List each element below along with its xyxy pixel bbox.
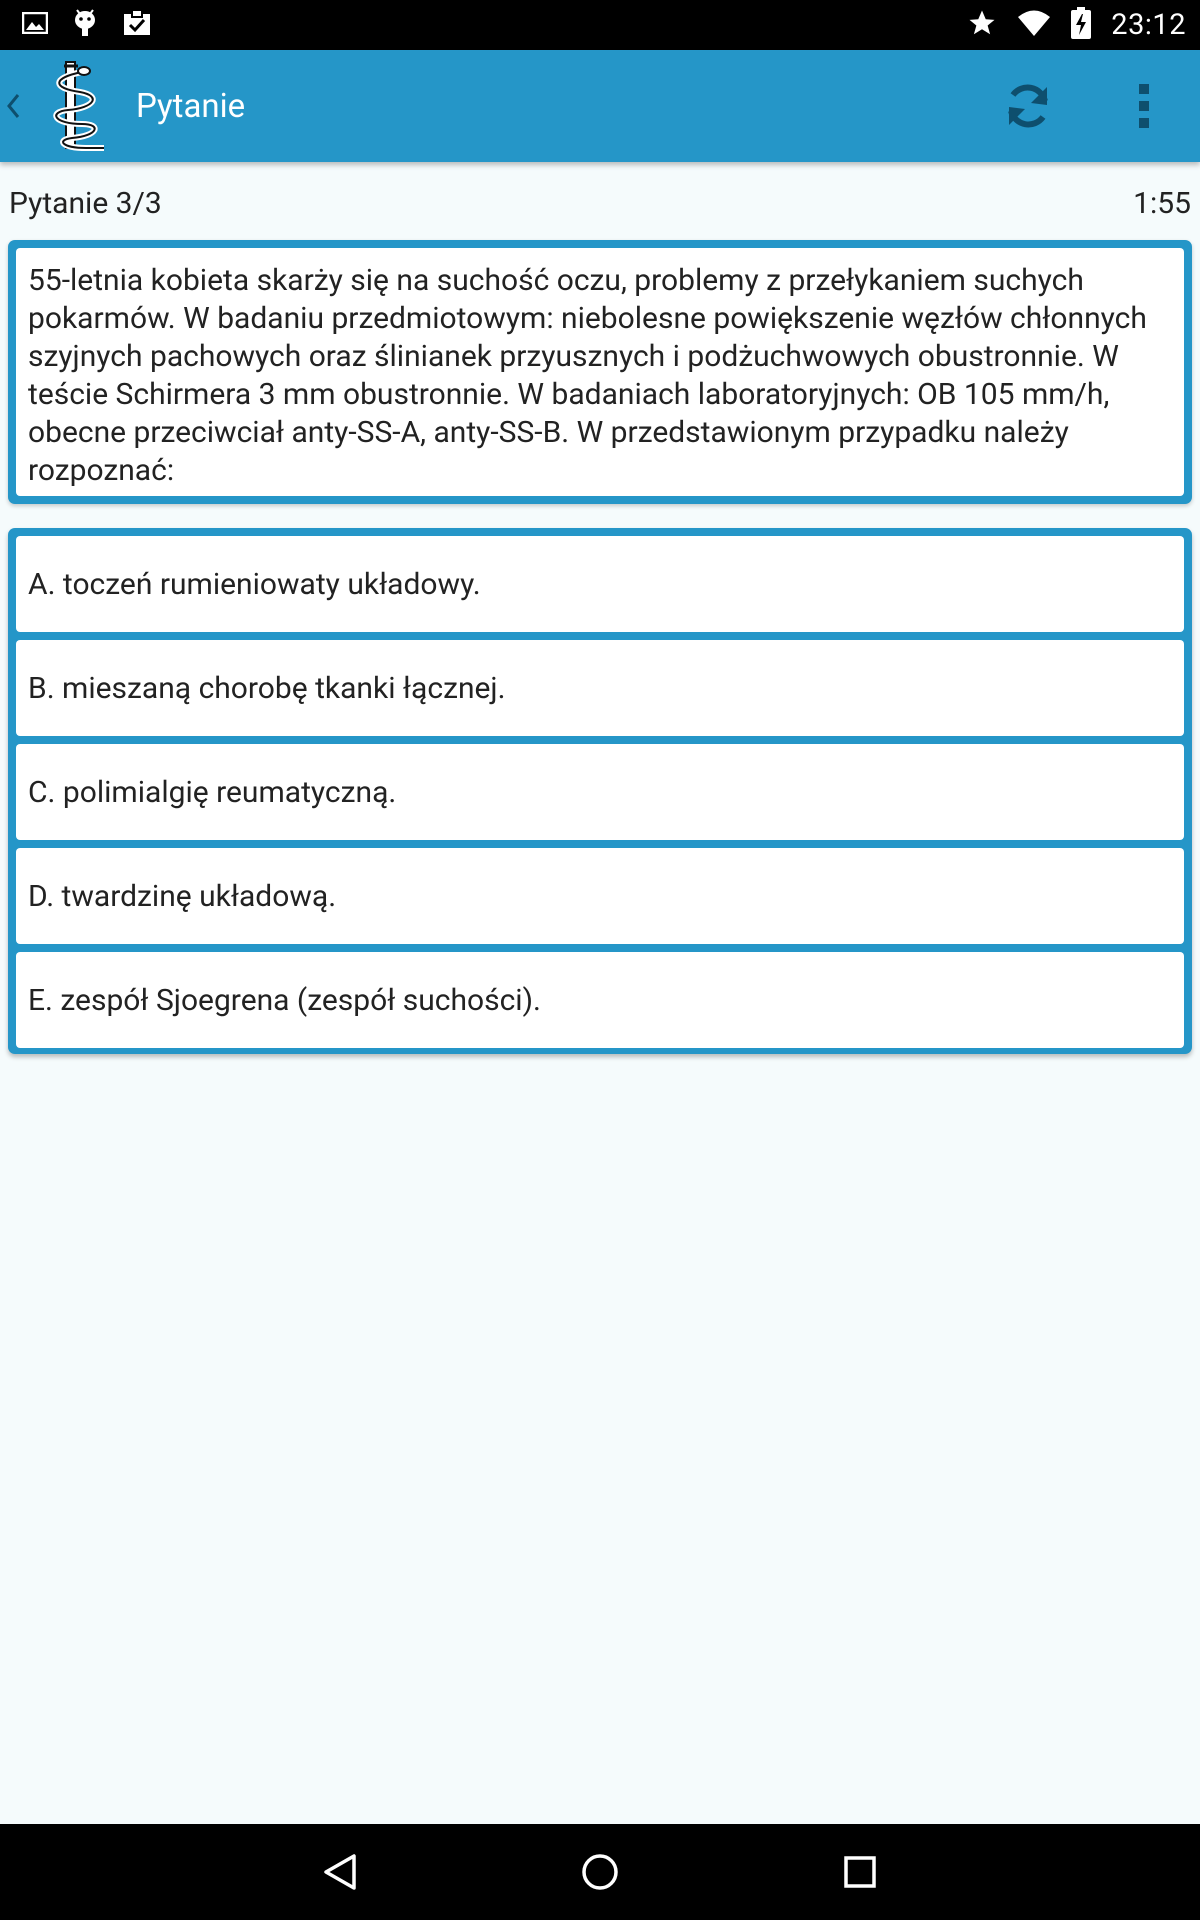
back-triangle-icon[interactable] xyxy=(280,1824,400,1920)
back-chevron-icon[interactable] xyxy=(6,86,28,126)
clipboard-check-icon xyxy=(122,9,152,41)
gallery-icon xyxy=(22,12,48,38)
app-actions xyxy=(990,68,1200,144)
answer-option-a[interactable]: A. toczeń rumieniowaty układowy. xyxy=(16,536,1184,632)
battery-charging-icon xyxy=(1071,7,1091,43)
home-circle-icon[interactable] xyxy=(540,1824,660,1920)
answer-option-d[interactable]: D. twardzinę układową. xyxy=(16,848,1184,944)
answers-card xyxy=(8,528,1192,1054)
answer-option-c[interactable]: C. polimialgię reumatyczną. xyxy=(16,744,1184,840)
star-icon xyxy=(967,8,997,42)
aesculapius-logo[interactable] xyxy=(42,58,112,154)
wifi-icon xyxy=(1017,9,1051,41)
android-icon xyxy=(72,8,98,42)
question-card xyxy=(8,240,1192,504)
answer-option-b[interactable]: B. mieszaną chorobę tkanki łącznej. xyxy=(16,640,1184,736)
quiz-meta-row xyxy=(0,178,1200,228)
app-bar xyxy=(0,50,1200,162)
refresh-icon[interactable] xyxy=(990,68,1066,144)
overflow-menu-icon[interactable] xyxy=(1124,68,1164,144)
page-title: Pytanie xyxy=(136,86,246,126)
quiz-timer: 1:55 xyxy=(1133,185,1191,221)
question-text: 55-letnia kobieta skarży się na suchość oczu, problemy z przełykaniem suchych pokarmów. W badaniu przedmiotowym: niebolesne powiększenie węzłów chłonnych szyjnych pachowych oraz ślinianek przyusznych i podżuchwowych obustronnie. W teście Schirmera 3 mm obustronnie. W badaniach laboratoryjnych: OB 105 mm/h, obecne przeciwciał anty-SS-A, anty-SS-B. W przedstawionym przypadku należy rozpoznać: xyxy=(16,248,1184,496)
status-bar xyxy=(0,0,1200,50)
system-nav-bar xyxy=(0,1824,1200,1920)
answer-option-e[interactable]: E. zespół Sjoegrena (zespół suchości). xyxy=(16,952,1184,1048)
question-progress: Pytanie 3/3 xyxy=(9,185,162,221)
status-time: 23:12 xyxy=(1111,8,1186,42)
recents-square-icon[interactable] xyxy=(800,1824,920,1920)
